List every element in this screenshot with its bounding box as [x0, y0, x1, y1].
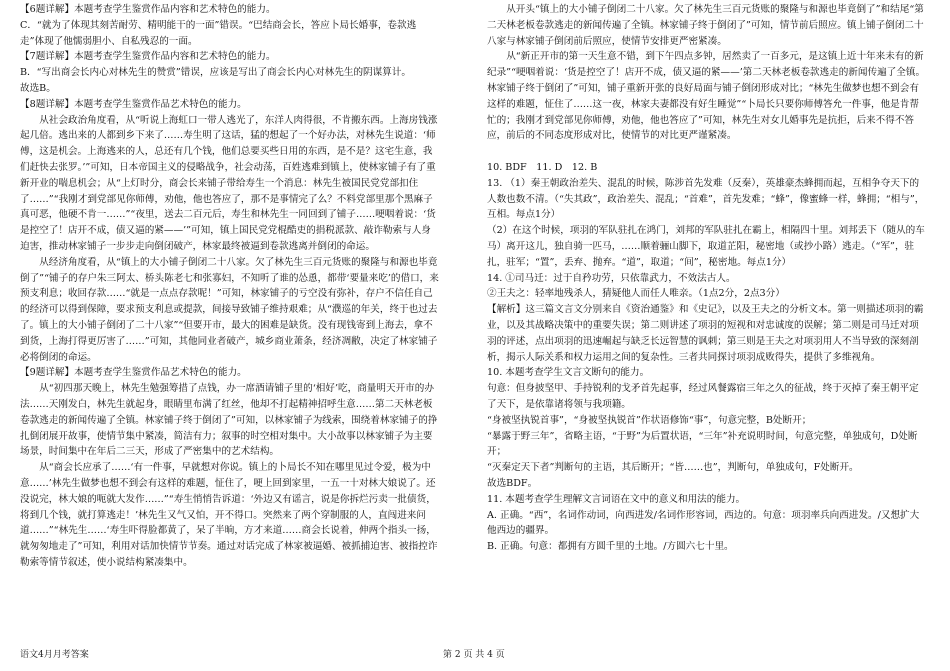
right-column-paragraph: 故选BDF。: [487, 477, 538, 489]
right-column-paragraph: ②王夫之：轻率地残杀人，猜疑他人而任人唯亲。（1点2分，2点3分）: [487, 288, 785, 300]
right-column-paragraph: 从开头“镇上的大小铺子倒闭二十八家。欠了林先生三百元货账的聚隆与和源也毕竟倒了”和结尾“第二天林老板卷款逃走的新闻传遍了全镇。林家铺子终于倒闭了”可知，情节前后照应。镇上铺子倒闭二十八家与林家铺子倒闭前后照应，使情节安排更严密紧凑。: [487, 4, 924, 47]
right-column-paragraph: 11. 本题考查学生理解文言词语在文中的意义和用法的能力。: [487, 493, 746, 505]
left-column-paragraph: 【7题详解】本题考查学生鉴赏作品内容和艺术特色的能力。: [20, 51, 276, 63]
left-column-paragraph: 【6题详解】本题考查学生鉴赏作品内容和艺术特色的能力。: [20, 4, 276, 15]
right-column-paragraph: 【解析】这三篇文言文分别来自《资治通鉴》和《史记》，以及王夫之的分析文本。第一则描述项羽的霸业，以及其战略决策中的重要失误；第二则讲述了项羽的短视和对忠诚度的误解；第二则是司马迁对项羽的评述，点出项羽的迅速崛起与缺乏长远智慧的讽刺；第三则是王夫之对项羽用人不当导致的深刻剖析，揭示人际关系和权力运用之间的复杂性。三者共同探讨项羽成败得失，提供了多维视角。: [487, 304, 924, 363]
right-column-spacer: [487, 144, 927, 160]
left-column-paragraph: 从经济角度看，从“镇上的大小铺子倒闭二十八家。欠了林先生三百元货账的聚隆与和源也毕竟倒了”“铺子的存户朱三阿太、桥头陈老七和张寡妇，不知听了谁的怂恿，都带‘要量来吃’的借口，来预支利息；收回存款……“就是一点点存款呢！”可知，林家铺子的亏空没有弥补，存户不信任自己的经济可以得到保障，要求预支利息或提款，间接导致铺子维持艰难；从“濮巡的年关，终于也过去了。镇上的大小铺子倒闭了二十八家”“但要开市，最大的困难是缺货。没有现钱寄到上海去，拿不到货，上海打得更厉害了……”可知，其他同业者破产，城乡商业萧条，经济凋敝，决定了林家铺子必将倒闭的命运。: [20, 256, 439, 363]
left-column-paragraph: C．“就为了体现其刻苦耐劳、精明能干的一面”错误。“巴结商会长，答应卜局长婚事，卷款逃走”体现了他懦弱胆小、自私残忍的一面。: [20, 19, 417, 47]
right-column-paragraph: 句意：但身披坚甲、手持锐利的戈矛首先起事，经过风餐露宿三年之久的征战，终于灭掉了秦王朝平定了天下，是依靠诸将领与我项籍。: [487, 383, 919, 410]
right-column: [487, 2, 927, 555]
right-column-paragraph: 14. ①司马迁：过于自矜功劳，只依靠武力，不效法古人。: [487, 272, 736, 284]
right-column-paragraph: 13. （1）秦王朝政治差失、混乱的时候，陈涉首先发难（反秦），英雄豪杰蜂拥而起，互相争夺天下的人数也数不清。（“失其政”，政治差失、混乱；“首难”，首先发难；“蜂”，像蜜蜂一样，蜂拥；“相与”，互相。每点1分）: [487, 177, 925, 221]
left-column-paragraph: 【8题详解】本题考查学生鉴赏作品艺术特色的能力。: [20, 98, 247, 110]
right-column-paragraph: A. 正确。“西”，名词作动词，向西进发/名词作形容词，西边的。句意：项羽率兵向西进发。/又想扩大他西边的疆界。: [487, 509, 920, 537]
right-column-paragraph: “暴露于野三年”，省略主语，“于野”为后置状语，“三年”补充说明时间，句意完整，单独成句，D处断开；: [487, 430, 918, 458]
footer-page-number: 第 2 页 共 4 页: [443, 650, 505, 660]
left-column-paragraph: B．“写出商会长内心对林先生的赞赏”错误，应该是写出了商会长内心对林先生的阴谋算计。: [20, 67, 412, 79]
left-column-paragraph: 从社会政治角度看，从“听说上海虹口一带人逃光了，东洋人肉得很，不肯搬东西。上海房钱涨起几倍。逃出来的人都到乡下来了……寿生明了这话，猛的想起了一个好办法，对林先生说道：‘师傅，这是机会。上海逃来的人，总还有几个钱，他们总要买些日用的东西，是不是？这宅生意，我们赶快去张罗。’”可知，日本帝国主义的侵略战争，社会动荡，百姓逃难到镇上，使林家铺子有了重新开业的喘息机会；从“上灯时分，商会长来铺子带给寿生一个消息：林先生被国民党党部扣住了……”“我刚才到党部见你师傅，劝他，他也答应了，那不是事情完了么？不料党部里那个黑麻子真可恶，他硬不肯一……”“夜里，送去二百元后，寿生和林先生一同回到了铺子……哽咽着说：‘货是控空了！店开不成，债又逼的紧——’”可知，镇上国民党党棍酷吏的捐税派款、敲诈勒索与人身迫害，推动林家铺子一步步走向倒闭破产，林家最终被逼到卷款逃离并倒闭的命运。: [20, 114, 438, 252]
left-column-paragraph: 故选B。: [20, 82, 56, 94]
right-column-paragraph: B. 正确。句意：都拥有方圆千里的土地。/方圆六七十里。: [487, 541, 734, 553]
right-column-paragraph: “身被坚执锐首事”，“身被坚执锐首”作状语修饰“事”，句意完整，B处断开；: [487, 414, 812, 426]
left-column-paragraph: 从“初四那天晚上，林先生勉强筹措了点钱，办一席酒请铺子里的‘相好’吃，商量明天开市的办法……天刚发白，林先生就起身，眼睛里布满了红丝，他却不打起精神招呼生意……第二天林老板卷款逃走的新闻传遍了全镇。林家铺子终于倒闭了”可知，以林家铺子为线索，围绕着林家铺子的挣扎倒闭展开故事，使情节集中紧凑，简洁有力；叙事的时空相对集中。大小故事以林家铺子为主要场景，时间集中在年后二三天，形成了严密集中的艺术结构。: [20, 383, 438, 458]
right-column-paragraph: （2）在这个时候，项羽的军队驻扎在鸿门，刘邦的军队驻扎在霸上，相隔四十里。刘邦丢下（随从的车马）离开这儿，独自骑一匹马，……顺着骊山脚下，取道芷阳，秘密地（或抄小路）逃走。（“军”，驻扎，驻军；“置”，丢弃、抛弃。“道”，取道；“间”，秘密地。每点1分）: [487, 225, 925, 268]
right-column-paragraph: 10. 本题考查学生文言文断句的能力。: [487, 367, 650, 379]
right-column-paragraph: 10. BDF 11. D 12. B: [487, 161, 598, 173]
left-column-paragraph: 【9题详解】本题考查学生鉴赏作品艺术特色的能力。: [20, 367, 247, 379]
footer-doc-title: 语文4月月考答案: [20, 650, 89, 660]
left-column: [20, 2, 440, 571]
left-column-paragraph: 从“商会长应承了……‘有一件事，早就想对你说。镇上的卜局长不知在哪里见过令爱，极为中意……’林先生做梦也想不到会有这样的难题，怔住了，哽上回到家里，一五一十对林大娘说了。还没说完，林大娘的呃就大发作……”“寿生悄悄告诉道：‘外边又有谣言，说是你拆烂污卖一批债货，将到几个钱，就打算逃走！’林先生又气又怕，开不得口。突然来了两个穿制服的人，直闯进来问道……”“林先生……‘寿生吓得脸都黄了，呆了半晌，方才来道……商会长说着，伸两个指头一扬，就匆匆地走了”可知，利用对话加快情节节奏。通过对话完成了林家被逼婚、被抓捕迫害、被指控诈勒索等情节叙述，使小说结构紧凑集中。: [20, 462, 438, 568]
right-column-paragraph: 从“新正开市的第一天生意不错，到下午四点多钟，居然卖了一百多元，是这镇上近十年来未有的新纪录”“哽咽着说：‘货是控空了！店开不成，债又逼的紧——’第二天林老板卷款逃走的新闻传遍了全镇。林家铺子终于倒闭了”可知，铺子重新开张的良好局面与铺子倒闭形成对比；“林先生做梦也想不到会有这样的难题，怔住了……这一夜，林家夫妻都没有好生睡觉”“卜局长只要你师傅答允一件事，他是肯帮忙的；我刚才到党部见你师傅，劝他，他也答应了”可知，林先生对女儿婚事先是抗拒，后来不得不答应，前后的不同态度形成对比，使情节的对比更严谨紧凑。: [487, 51, 926, 142]
right-column-paragraph: “灭秦定天下者”判断句的主语，其后断开；“皆……也”，判断句，单独成句，F处断开。: [487, 462, 859, 474]
